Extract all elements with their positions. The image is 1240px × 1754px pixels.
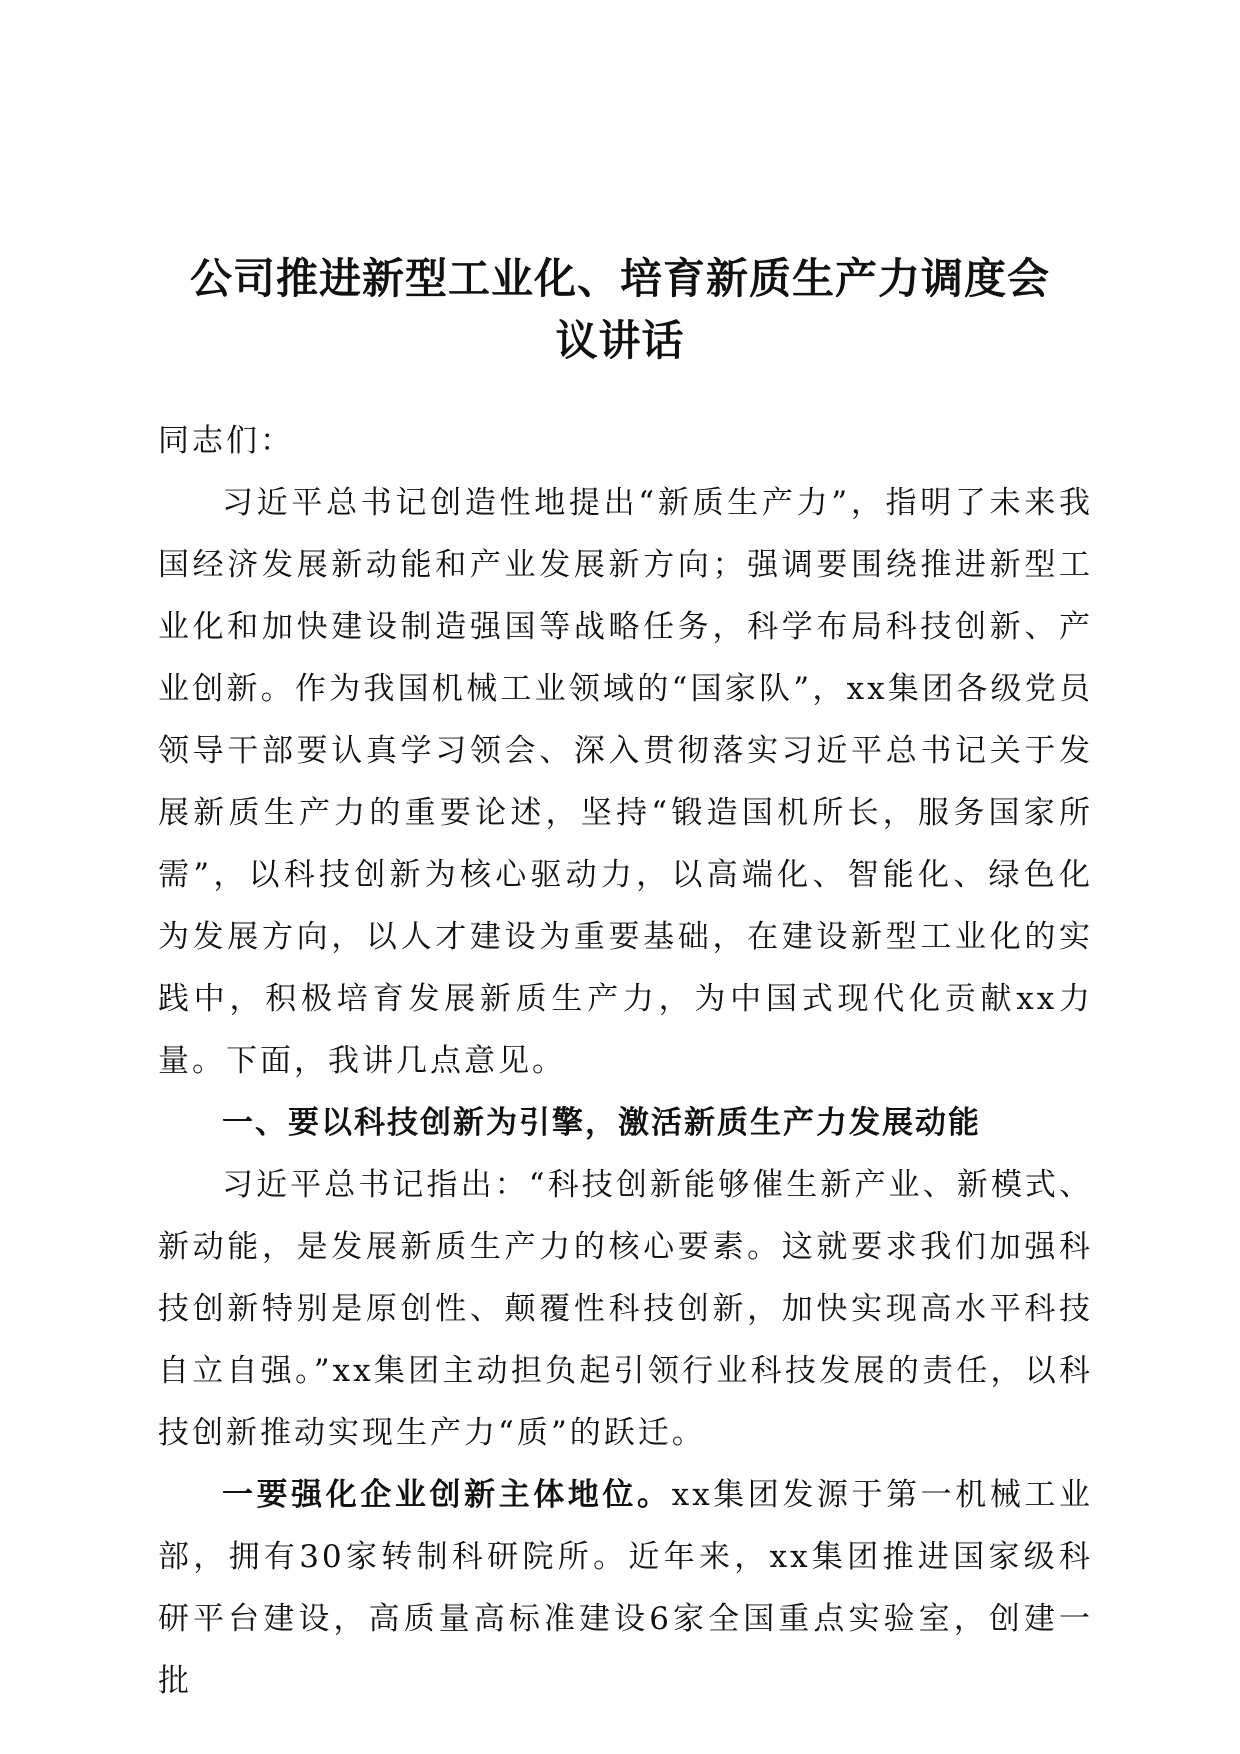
paragraph-point-1 bbox=[158, 1464, 1093, 1712]
section-heading-1: 一、要以科技创新为引擎，激活新质生产力发展动能 bbox=[222, 1105, 981, 1141]
title-line-2: 议讲话 bbox=[555, 316, 685, 365]
point-1-lead: 一要强化企业创新主体地位。 bbox=[222, 1477, 672, 1513]
document-title bbox=[140, 248, 1100, 372]
paragraph-quote: 习近平总书记指出：“科技创新能够催生新产业、新模式、新动能，是发展新质生产力的核心要素。这就要求我们加强科技创新特别是原创性、颠覆性科技创新，加快实现高水平科技自立自强。”xx集团主动担负起引领行业科技发展的责任，以科技创新推动实现生产力“质”的跃迁。 bbox=[158, 1167, 1093, 1451]
title-line-1: 公司推进新型工业化、培育新质生产力调度会 bbox=[189, 254, 1050, 303]
point-1-text: xx集团发源于第一机械工业部，拥有30家转制科研院所。近年来，xx集团推进国家级科研平台建设，高质量高标准建设6家全国重点实验室，创建一批 bbox=[158, 1477, 1094, 1699]
paragraph-intro: 习近平总书记创造性地提出“新质生产力”，指明了未来我国经济发展新动能和产业发展新方向；强调要围绕推进新型工业化和加快建设制造强国等战略任务，科学布局科技创新、产业创新。作为我国机械工业领域的“国家队”，xx集团各级党员领导干部要认真学习领会、深入贯彻落实习近平总书记关于发展新质生产力的重要论述，坚持“锻造国机所长，服务国家所需”，以科技创新为核心驱动力，以高端化、智能化、绿色化为发展方向，以人才建设为重要基础，在建设新型工业化的实践中，积极培育发展新质生产力，为中国式现代化贡献xx力量。下面，我讲几点意见。 bbox=[158, 485, 1093, 1079]
document-body bbox=[158, 410, 1093, 1712]
greeting: 同志们： bbox=[158, 423, 294, 459]
